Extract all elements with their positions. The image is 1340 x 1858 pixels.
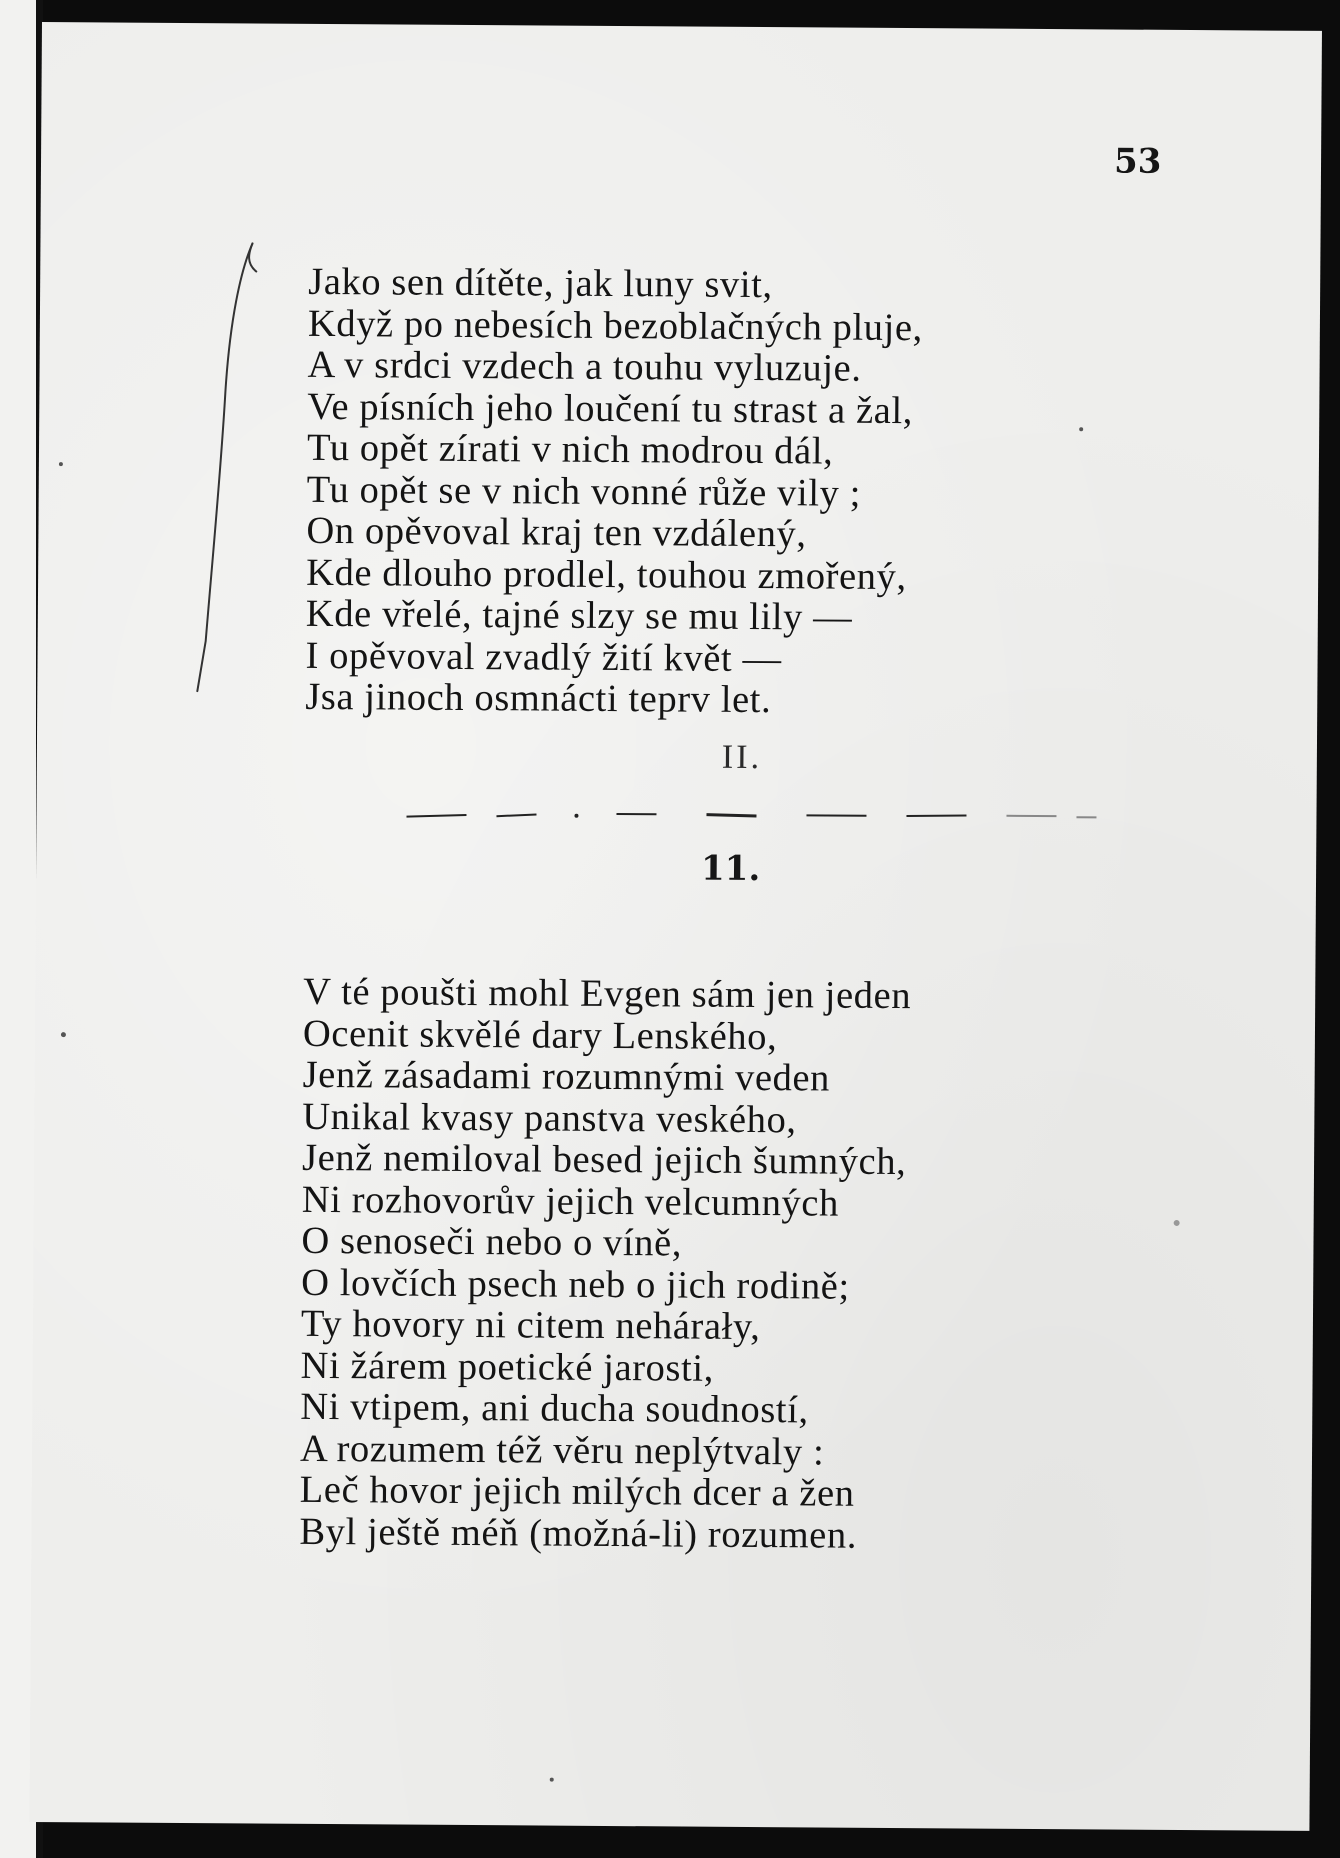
verse-line: Tu opět se v nich vonné růže vily ; bbox=[306, 468, 862, 515]
verse-line: Když po nebesích bezoblačných pluje, bbox=[307, 302, 923, 349]
section-number: 11. bbox=[700, 848, 761, 890]
paper-speck bbox=[550, 1778, 554, 1782]
verse-line: Ve písních jeho loučení tu strast a žal, bbox=[307, 385, 914, 432]
verse-line: Jenž nemiloval besed jejich šumných, bbox=[301, 1136, 907, 1184]
verse-line: Byl ještě méň (možná-li) rozumen. bbox=[299, 1510, 858, 1557]
verse-line: On opěvoval kraj ten vzdálený, bbox=[306, 509, 807, 556]
verse-line: Jako sen dítěte, jak luny svit, bbox=[308, 260, 773, 307]
verse-line: A rozumem též věru neplýtvaly : bbox=[299, 1427, 825, 1473]
paper-speck bbox=[1079, 427, 1083, 431]
verse-line: Jenž zásadami rozumnými veden bbox=[302, 1053, 831, 1100]
verse-line: O senoseči nebo o víně, bbox=[301, 1219, 683, 1265]
verse-line: Ty hovory ni citem nehárały, bbox=[300, 1302, 761, 1349]
verse-line: I opěvoval zvadlý žití květ — bbox=[305, 634, 782, 680]
verse-line: Ocenit skvělé dary Lenského, bbox=[302, 1012, 778, 1058]
stanza-two bbox=[299, 972, 911, 1557]
verse-line: Unikal kvasy panstva veského, bbox=[302, 1095, 797, 1141]
stanza-one bbox=[305, 262, 923, 723]
verse-line: Kde vřelé, tajné slzy se mu lily — bbox=[305, 592, 853, 639]
paper-speck bbox=[61, 1032, 66, 1037]
margin-pencil-mark bbox=[187, 241, 270, 702]
verse-line: Tu opět zírati v nich modrou dál, bbox=[306, 426, 834, 473]
book-page bbox=[29, 22, 1322, 1831]
verse-line: A v srdci vzdech a touhu vyluzuje. bbox=[307, 343, 862, 390]
roman-numeral-annotation: II. bbox=[721, 738, 763, 777]
verse-line: Leč hovor jejich milých dcer a žen bbox=[299, 1468, 855, 1515]
verse-line: Ni vtipem, ani ducha soudností, bbox=[300, 1385, 809, 1432]
paper-speck bbox=[59, 462, 63, 466]
verse-line: Jsa jinoch osmnácti teprv let. bbox=[305, 675, 772, 722]
verse-line: O lovčích psech neb o jich rodině; bbox=[301, 1261, 850, 1308]
page-number: 53 bbox=[1113, 141, 1162, 182]
verse-line: Kde dlouho prodlel, touhou zmořený, bbox=[306, 551, 907, 598]
verse-line: V té poušti mohl Evgen sám jen jeden bbox=[303, 970, 912, 1018]
dashed-separator bbox=[406, 805, 1166, 830]
verse-line: Ni žárem poetické jarosti, bbox=[300, 1344, 715, 1390]
paper-speck bbox=[1174, 1220, 1180, 1226]
verse-line: Ni rozhovorův jejich velcumných bbox=[301, 1178, 840, 1225]
